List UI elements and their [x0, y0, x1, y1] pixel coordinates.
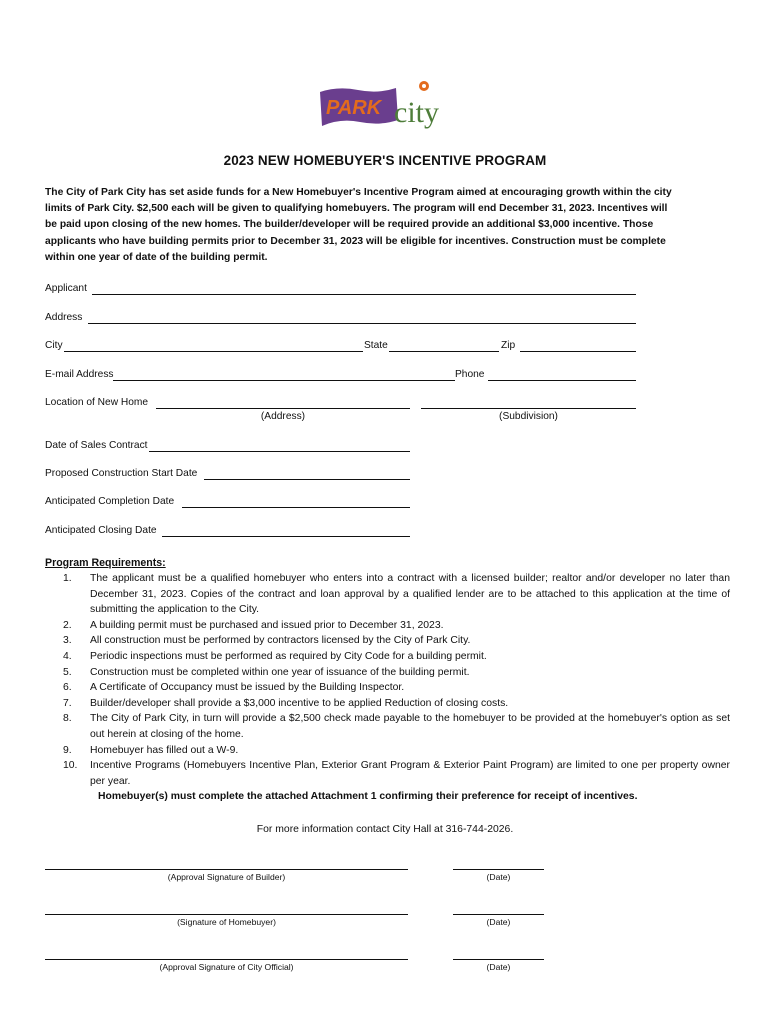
- official-date-caption: (Date): [486, 962, 511, 972]
- official-date-field[interactable]: [453, 959, 544, 960]
- intro-line: be paid upon closing of the new homes. The builder/developer will be required provide an additional $3,000 incentive. Those: [45, 219, 654, 231]
- official-signature-caption: (Approval Signature of City Official): [159, 962, 294, 972]
- document-title: 2023 NEW HOMEBUYER'S INCENTIVE PROGRAM: [223, 153, 547, 168]
- svg-text:city: city: [394, 96, 439, 129]
- sales-contract-field[interactable]: [149, 451, 410, 452]
- requirements-heading: Program Requirements:: [45, 557, 166, 569]
- homebuyer-date-field[interactable]: [453, 914, 544, 915]
- list-item: 6. A Certificate of Occupancy must be issued by the Building Inspector.: [63, 682, 405, 694]
- phone-label: Phone: [455, 369, 485, 380]
- closing-label: Anticipated Closing Date: [45, 525, 157, 536]
- builder-date-field[interactable]: [453, 869, 544, 870]
- email-field[interactable]: [113, 380, 455, 381]
- zip-field[interactable]: [520, 351, 636, 352]
- completion-field[interactable]: [182, 507, 410, 508]
- applicant-label: Applicant: [45, 283, 87, 294]
- subdivision-caption: (Subdivision): [499, 411, 558, 422]
- contact-info: For more information contact City Hall at 316-744-2026.: [256, 824, 514, 835]
- state-field[interactable]: [389, 351, 499, 352]
- location-subdivision-field[interactable]: [421, 408, 636, 409]
- phone-field[interactable]: [488, 380, 636, 381]
- builder-date-caption: (Date): [486, 872, 511, 882]
- email-label: E-mail Address: [45, 369, 114, 380]
- list-item: 3. All construction must be performed by contractors licensed by the City of Park City.: [63, 635, 471, 647]
- address-label: Address: [45, 312, 83, 323]
- homebuyer-signature-field[interactable]: [45, 914, 408, 915]
- intro-line: The City of Park City has set aside funds for a New Homebuyer's Incentive Program aimed at encouraging growth within the city: [45, 187, 672, 198]
- zip-label: Zip: [501, 340, 516, 351]
- address-field[interactable]: [88, 323, 636, 324]
- location-label: Location of New Home: [45, 397, 149, 408]
- city-label: City: [45, 340, 63, 351]
- state-label: State: [364, 340, 388, 351]
- sales-contract-label: Date of Sales Contract: [45, 440, 148, 451]
- completion-label: Anticipated Completion Date: [45, 496, 175, 507]
- location-address-field[interactable]: [156, 408, 410, 409]
- builder-signature-caption: (Approval Signature of Builder): [167, 872, 286, 882]
- intro-line: within one year of date of the building permit.: [45, 251, 268, 263]
- builder-signature-field[interactable]: [45, 869, 408, 870]
- list-item: 5. Construction must be completed within one year of issuance of the building permit.: [63, 666, 470, 678]
- construction-start-label: Proposed Construction Start Date: [45, 468, 198, 479]
- city-field[interactable]: [64, 351, 363, 352]
- list-item: 10. Incentive Programs (Homebuyers Incentive Plan, Exterior Grant Program & Exterior Paint Program) are limited to one per property owner per year.: [63, 760, 730, 787]
- homebuyer-signature-caption: (Signature of Homebuyer): [177, 917, 276, 927]
- requirements-list: [45, 571, 730, 805]
- intro-paragraph: [45, 185, 727, 266]
- attachment-note: Homebuyer(s) must complete the attached Attachment 1 confirming their preference for receipt of incentives.: [98, 791, 638, 803]
- svg-text:PARK: PARK: [326, 97, 382, 119]
- list-item: 7. Builder/developer shall provide a $3,000 incentive to be applied Reduction of closing costs.: [63, 697, 509, 709]
- list-item: 4. Periodic inspections must be performed as required by City Code for a building permit.: [63, 650, 487, 662]
- list-item: 9. Homebuyer has filled out a W-9.: [63, 744, 239, 756]
- address-caption: (Address): [260, 411, 306, 422]
- intro-line: limits of Park City. $2,500 each will be given to qualifying homebuyers. The program will end December 31, 2023. Incentives will: [45, 203, 668, 215]
- intro-line: applicants who have building permits prior to December 31, 2023 will be eligible for incentives. Construction must be complete: [45, 235, 666, 247]
- homebuyer-date-caption: (Date): [486, 917, 511, 927]
- park-city-logo: [318, 78, 458, 136]
- construction-start-field[interactable]: [204, 479, 410, 480]
- list-item: 2. A building permit must be purchased and issued prior to December 31, 2023.: [63, 619, 444, 631]
- official-signature-field[interactable]: [45, 959, 408, 960]
- closing-field[interactable]: [162, 536, 410, 537]
- list-item: 8. The City of Park City, in turn will provide a $2,500 check made payable to the homebuyer to be provided at the homebuyer's option as set out herein at closing of the home.: [63, 713, 730, 740]
- applicant-field[interactable]: [92, 294, 636, 295]
- list-item: 1. The applicant must be a qualified homebuyer who enters into a contract with a licensed builder; realtor and/or developer no later than December 31, 2023. Copies of the contract and loan approval by a qualified lender are to be attached to this application at the time of submitting the application to the City.: [63, 573, 730, 616]
